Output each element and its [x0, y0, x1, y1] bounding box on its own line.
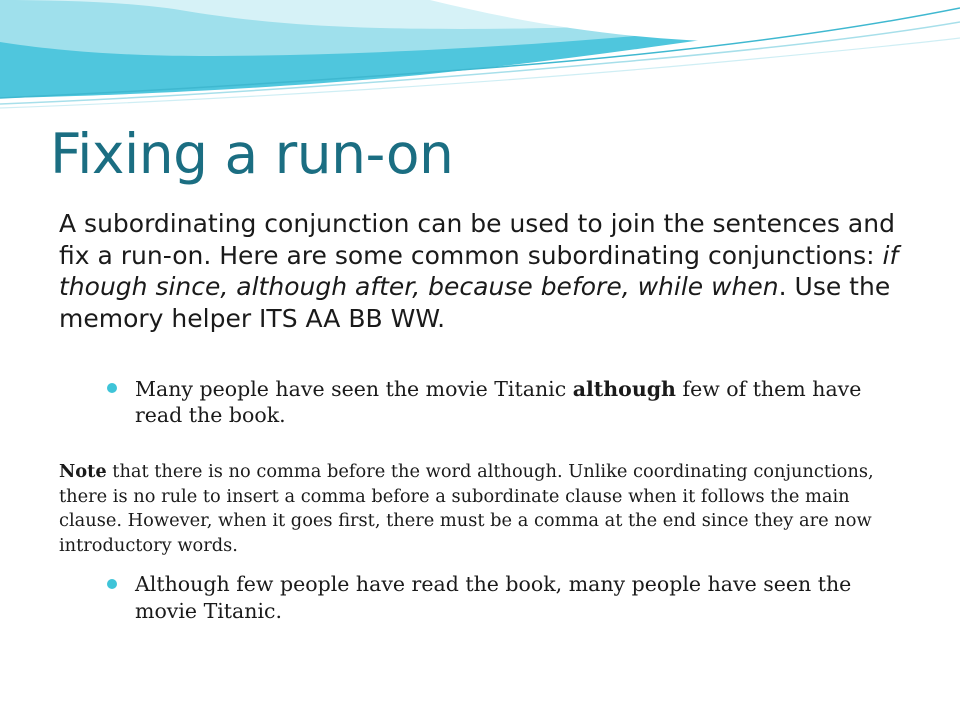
example-bullet-1: [107, 376, 897, 428]
bullet-1-before: Many people have seen the movie Titanic: [135, 377, 573, 401]
bullet-dot-icon: [107, 579, 117, 589]
bullet-1-after: few of them have read the book.: [135, 377, 862, 427]
bullet-2-text: Although few people have read the book, many people have seen the movie Titanic.: [135, 572, 852, 623]
conjunction-list: if though since, although after, because before, while when: [59, 240, 899, 301]
note-paragraph: [59, 460, 909, 558]
bullet-dot-icon: [107, 383, 117, 393]
example-bullet-2: [107, 571, 897, 625]
note-label: Note: [59, 461, 107, 482]
intro-text-part1: A subordinating conjunction can be used to join the sentences and fix a run-on. Here are some common subordinating conjunctions:: [59, 209, 895, 270]
slide-title: Fixing a run-on: [50, 122, 454, 186]
intro-text-part2: . Use the memory helper ITS AA BB WW.: [59, 272, 891, 333]
intro-paragraph: [59, 208, 899, 334]
note-text: that there is no comma before the word although. Unlike coordinating conjunctions, there is no rule to insert a comma before a subordinate clause when it follows the main clause. However, when it goes first, there must be a comma at the end since they are now introductory words.: [59, 461, 874, 556]
bullet-1-text: [135, 376, 897, 428]
bullet-1-conjunction: although: [572, 377, 676, 401]
